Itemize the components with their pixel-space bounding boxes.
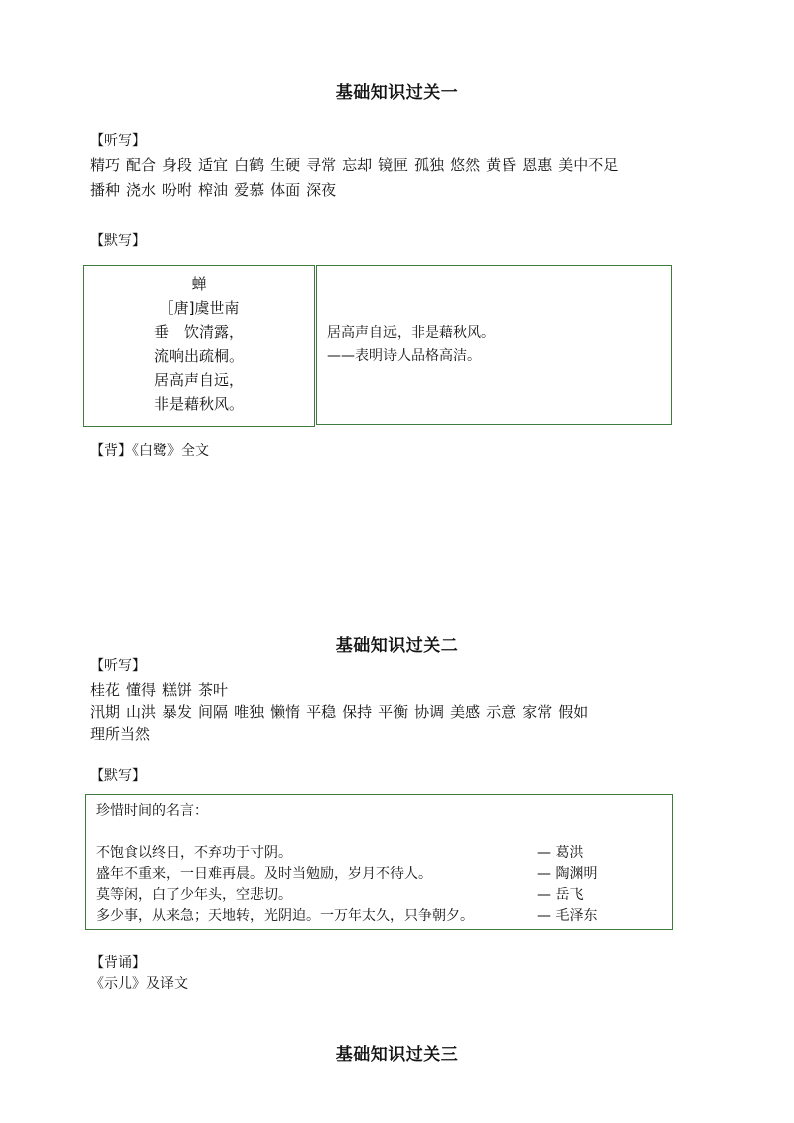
- poem-note-line: ——表明诗人品格高洁。: [327, 348, 481, 364]
- section-2-title: 基础知识过关二: [335, 636, 459, 656]
- dictation-line: [90, 153, 624, 178]
- dictation-word: 恩惠: [522, 156, 553, 174]
- dictation-word: 保持: [342, 703, 373, 721]
- dictation-word: 协调: [414, 703, 445, 721]
- quote-row: [96, 864, 662, 885]
- section-1-dictation-words: [90, 153, 624, 203]
- dictation-word: 美中不足: [558, 156, 619, 174]
- poem-note-line: 居高声自远，非是藉秋风。: [327, 325, 495, 341]
- dictation-word: 配合: [126, 156, 157, 174]
- dictation-word: 播种: [90, 181, 121, 199]
- section-2-recite-label: 【背诵】: [90, 955, 146, 971]
- dictation-word: 假如: [558, 703, 589, 721]
- quote-author: — 岳飞: [537, 887, 584, 903]
- quote-text: 不饱食以终日，不弃功于寸阴。: [96, 845, 292, 861]
- poem-box: [83, 265, 315, 427]
- dictation-word: 唯独: [234, 703, 265, 721]
- poem-author: ［唐]虞世南: [158, 299, 240, 317]
- dictation-word: 桂花: [90, 681, 121, 699]
- dictation-line: [90, 723, 594, 745]
- poem-line: 居高声自远，: [153, 371, 244, 389]
- dictation-word: 悠然: [450, 156, 481, 174]
- dictation-word: 适宜: [198, 156, 229, 174]
- section-1-recite-write-label: 【默写】: [90, 233, 146, 249]
- section-2-recite-text: 《示儿》及译文: [90, 976, 188, 992]
- dictation-line: [90, 178, 624, 203]
- dictation-word: 平稳: [306, 703, 337, 721]
- dictation-word: 糕饼: [162, 681, 193, 699]
- quote-text: 莫等闲，白了少年头，空悲切。: [96, 887, 292, 903]
- quote-row: [96, 843, 662, 864]
- quote-author: — 葛洪: [537, 845, 584, 861]
- dictation-line: [90, 701, 594, 723]
- dictation-word: 平衡: [378, 703, 409, 721]
- dictation-word: 浇水: [126, 181, 157, 199]
- dictation-line: [90, 679, 594, 701]
- dictation-word: 家常: [522, 703, 553, 721]
- dictation-word: 孤独: [414, 156, 445, 174]
- quotes-heading: 珍惜时间的名言：: [96, 803, 208, 819]
- quote-row: [96, 885, 662, 906]
- dictation-word: 暴发: [162, 703, 193, 721]
- dictation-word: 深夜: [306, 181, 337, 199]
- dictation-word: 榨油: [198, 181, 229, 199]
- dictation-word: 体面: [270, 181, 301, 199]
- dictation-word: 示意: [486, 703, 517, 721]
- dictation-word: 白鹤: [234, 156, 265, 174]
- quotes-box: [85, 794, 673, 930]
- section-2-recite-write-label: 【默写】: [90, 768, 146, 784]
- dictation-word: 理所当然: [90, 725, 151, 743]
- dictation-word: 茶叶: [198, 681, 229, 699]
- quote-author: — 毛泽东: [537, 908, 598, 924]
- quote-author: — 陶渊明: [537, 866, 598, 882]
- poem-line: 非是藉秋风。: [153, 395, 244, 413]
- section-3-title: 基础知识过关三: [335, 1045, 459, 1065]
- dictation-word: 镜匣: [378, 156, 409, 174]
- quote-text: 盛年不重来，一日难再晨。及时当勉励，岁月不待人。: [96, 866, 432, 882]
- dictation-word: 寻常: [306, 156, 337, 174]
- quote-row: [96, 906, 662, 927]
- section-2-dictation-words: [90, 679, 594, 745]
- dictation-word: 吩咐: [162, 181, 193, 199]
- section-1-recite-label: 【背】《白鹭》全文: [90, 443, 209, 459]
- dictation-word: 美感: [450, 703, 481, 721]
- section-1-title: 基础知识过关一: [335, 83, 459, 103]
- dictation-word: 精巧: [90, 156, 121, 174]
- dictation-word: 懒惰: [270, 703, 301, 721]
- dictation-word: 山洪: [126, 703, 157, 721]
- section-2-dictation-label: 【听写】: [90, 658, 146, 674]
- dictation-word: 身段: [162, 156, 193, 174]
- dictation-word: 懂得: [126, 681, 157, 699]
- dictation-word: 爱慕: [234, 181, 265, 199]
- dictation-word: 间隔: [198, 703, 229, 721]
- dictation-word: 黄昏: [486, 156, 517, 174]
- dictation-word: 汛期: [90, 703, 121, 721]
- quote-text: 多少事，从来急；天地转，光阴迫。一万年太久，只争朝夕。: [96, 908, 474, 924]
- poem-note-box: [316, 265, 672, 425]
- poem-line: 流响出疏桐。: [153, 347, 244, 365]
- dictation-word: 忘却: [342, 156, 373, 174]
- dictation-word: 生硬: [270, 156, 301, 174]
- poem-title: 蝉: [191, 275, 207, 293]
- poem-line: 垂 饮清露，: [153, 323, 244, 341]
- section-1-dictation-label: 【听写】: [90, 133, 146, 149]
